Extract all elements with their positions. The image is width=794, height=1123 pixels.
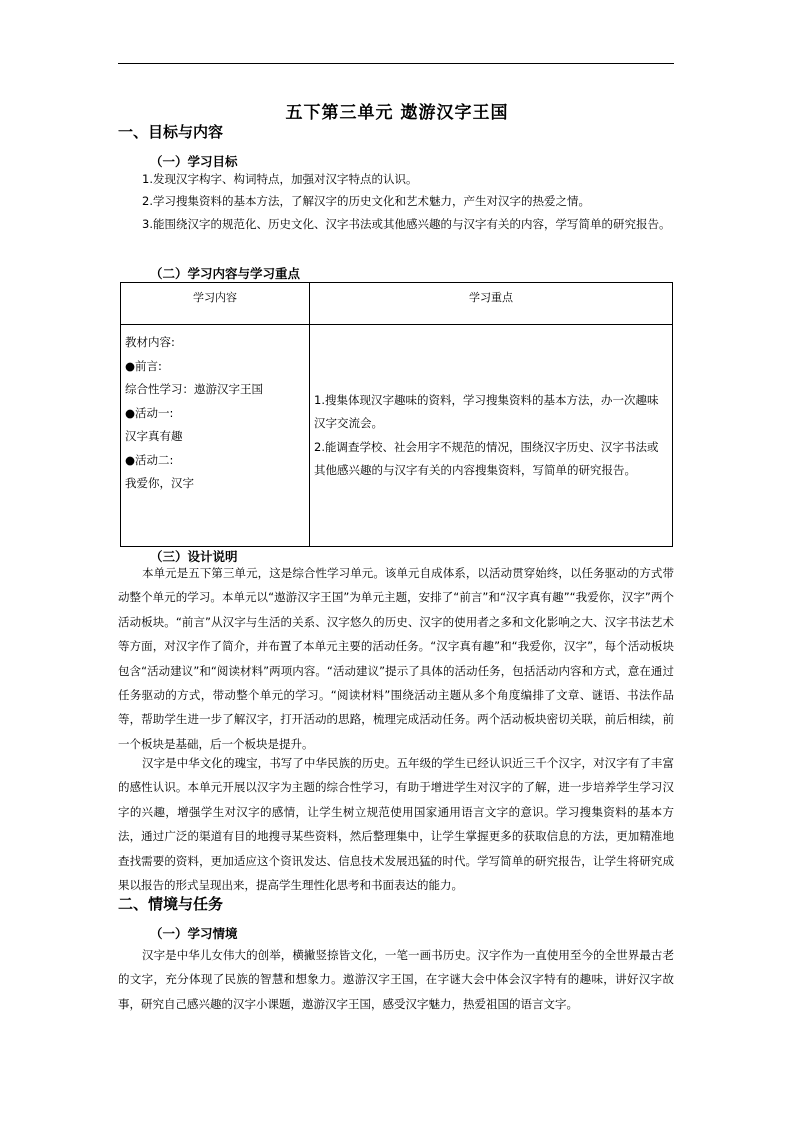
content-line: ●前言: bbox=[125, 358, 162, 373]
content-line: 教材内容: bbox=[125, 335, 175, 349]
context-paragraph: 汉字是中华儿女伟大的创举，横撇竖捺皆文化，一笔一画书历史。汉字作为一直使用至今的全世界最古老的文字，充分体现了民族的智慧和想象力。遨游汉字王国，在字谜大会中体会汉字特有的趣味，讲好汉字故事，研究自己感兴趣的汉字小课题，遨游汉字王国，感受汉字魅力，热爱祖国的语言文字。 bbox=[118, 948, 674, 1011]
goal-item-1: 1.发现汉字构字、构词特点，加强对汉字特点的认识。 bbox=[142, 172, 418, 186]
page-title: 五下第三单元 遨游汉字王国 bbox=[285, 103, 509, 123]
design-paragraph-2: 汉字是中华文化的瑰宝，书写了中华民族的历史。五年级的学生已经认识近三千个汉字，对汉字有了丰富的感性认识。本单元开展以汉字为主题的综合性学习，有助于增进学生对汉字的了解，进一步培养学生学习汉字的兴趣，增强学生对汉字的感情，让学生树立规范使用国家通用语言文字的意识。学习搜集资料的基本方法，通过广泛的渠道有目的地搜寻某些资料，然后整理集中，让学生掌握更多的获取信息的方法，更加精准地查找需要的资料，更加适应这个资讯发达、信息技术发展迅猛的时代。学写简单的研究报告，让学生将研究成果以报告的形式呈现出来，提高学生理性化思考和书面表达的能力。 bbox=[118, 756, 674, 893]
content-focus-table bbox=[120, 282, 673, 547]
focus-item-1: 1.搜集体现汉字趣味的资料，学习搜集资料的基本方法，办一次趣味汉字交流会。 bbox=[314, 392, 659, 430]
focus-item-2: 2.能调查学校、社会用字不规范的情况，围绕汉字历史、汉字书法或其他感兴趣的与汉字有关的内容搜集资料，写简单的研究报告。 bbox=[314, 439, 659, 477]
subheading-content-focus: （二）学习内容与学习重点 bbox=[150, 266, 301, 281]
content-line: 综合性学习：遨游汉字王国 bbox=[125, 382, 263, 396]
table-cell-content bbox=[121, 325, 310, 547]
goal-item-3: 3.能围绕汉字的规范化、历史文化、汉字书法或其他感兴趣的与汉字有关的内容，学写简单的研究报告。 bbox=[142, 217, 671, 231]
content-line: 我爱你，汉字 bbox=[125, 476, 194, 490]
section-heading-context-tasks: 二、情境与任务 bbox=[118, 895, 224, 913]
content-line: ●活动一: bbox=[125, 405, 174, 420]
subheading-learning-context: （一）学习情境 bbox=[150, 926, 238, 941]
table-header-focus: 学习重点 bbox=[310, 283, 673, 325]
content-line: ●活动二: bbox=[125, 452, 174, 467]
table-header-content: 学习内容 bbox=[121, 283, 310, 325]
goal-item-2: 2.学习搜集资料的基本方法，了解汉字的历史文化和艺术魅力，产生对汉字的热爱之情。 bbox=[142, 194, 590, 208]
content-line: 汉字真有趣 bbox=[125, 429, 183, 443]
section-heading-goals-content: 一、目标与内容 bbox=[118, 123, 224, 141]
subheading-design-notes: （三）设计说明 bbox=[150, 549, 238, 564]
design-paragraph-1: 本单元是五下第三单元，这是综合性学习单元。该单元自成体系，以活动贯穿始终，以任务驱动的方式带动整个单元的学习。本单元以“遨游汉字王国”为单元主题，安排了“前言”和“汉字真有趣”“我爱你，汉字”两个活动板块。“前言”从汉字与生活的关系、汉字悠久的历史、汉字的使用者之多和文化影响之大、汉字书法艺术等方面，对汉字作了简介，并布置了本单元主要的活动任务。“汉字真有趣”和“我爱你，汉字”，每个活动板块包含“活动建议”和“阅读材料”两项内容。“活动建议”提示了具体的活动任务，包括活动内容和方式，意在通过任务驱动的方式，带动整个单元的学习。“阅读材料”围绕活动主题从多个角度编排了文章、谜语、书法作品等，帮助学生进一步了解汉字，打开活动的思路，梳理完成活动任务。两个活动板块密切关联，前后相续，前一个板块是基础，后一个板块是提升。 bbox=[118, 566, 674, 751]
table-cell-focus bbox=[310, 325, 673, 547]
subheading-learning-goals: （一）学习目标 bbox=[150, 154, 238, 169]
header-rule bbox=[118, 63, 674, 64]
